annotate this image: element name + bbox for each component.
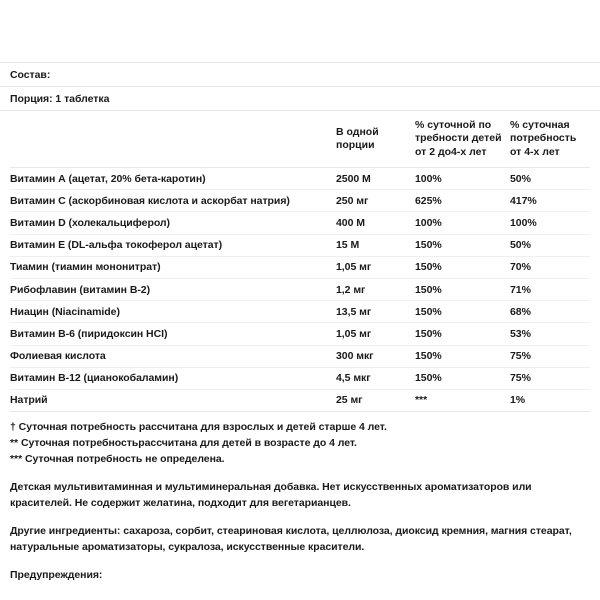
daily-adults-value: 75% — [510, 345, 590, 367]
daily-adults-value: 70% — [510, 256, 590, 278]
daily-children-value: 150% — [415, 345, 510, 367]
daily-children-value: 625% — [415, 190, 510, 212]
daily-children-value: 100% — [415, 212, 510, 234]
nutrient-name: Витамин В-6 (пиридоксин HCI) — [10, 323, 336, 345]
composition-label: Состав: — [10, 68, 51, 81]
per-serving-value: 4,5 мкг — [336, 367, 415, 389]
footnote-line-3: *** Суточная потребность не определена. — [10, 453, 225, 466]
daily-adults-value: 100% — [510, 212, 590, 234]
daily-adults-value: 75% — [510, 367, 590, 389]
table-head — [10, 111, 590, 168]
serving-label-row — [10, 87, 590, 110]
daily-adults-value: 417% — [510, 190, 590, 212]
per-serving-value: 13,5 мг — [336, 301, 415, 323]
table-body — [10, 168, 590, 412]
nutrient-name: Рибофлавин (витамин В-2) — [10, 278, 336, 300]
column-header-per-serving: В одной порции — [336, 111, 415, 168]
per-serving-value: 1,05 мг — [336, 323, 415, 345]
table-row — [10, 212, 590, 234]
table-row — [10, 323, 590, 345]
top-spacer — [10, 0, 590, 62]
per-serving-value: 25 мг — [336, 389, 415, 411]
column-header-nutrient — [10, 111, 336, 168]
table-header-row — [10, 111, 590, 168]
nutrient-name: Ниацин (Niacinamide) — [10, 301, 336, 323]
table-row — [10, 345, 590, 367]
daily-adults-value: 1% — [510, 389, 590, 411]
daily-adults-value: 71% — [510, 278, 590, 300]
nutrient-name: Тиамин (тиамин мононитрат) — [10, 256, 336, 278]
table-row — [10, 168, 590, 190]
table-row — [10, 256, 590, 278]
daily-adults-value: 50% — [510, 168, 590, 190]
daily-adults-value: 68% — [510, 301, 590, 323]
composition-label-row — [10, 63, 590, 86]
nutrient-name: Витамин В-12 (цианокобаламин) — [10, 367, 336, 389]
column-header-daily-adults: % суточная потребность от 4-х лет — [510, 111, 590, 168]
footnote-line-1: † Суточная потребность рассчитана для взрослых и детей старше 4 лет. — [10, 421, 387, 434]
daily-children-value: *** — [415, 389, 510, 411]
per-serving-value: 250 мг — [336, 190, 415, 212]
daily-children-value: 150% — [415, 256, 510, 278]
daily-children-value: 150% — [415, 278, 510, 300]
footnote-line-2: ** Суточная потребностьрассчитана для детей в возрасте до 4 лет. — [10, 437, 357, 450]
nutrient-name: Витамин С (аскорбиновая кислота и аскорбат натрия) — [10, 190, 336, 212]
daily-adults-value: 53% — [510, 323, 590, 345]
daily-children-value: 150% — [415, 323, 510, 345]
per-serving-value: 400 М — [336, 212, 415, 234]
daily-children-value: 150% — [415, 234, 510, 256]
nutrient-name: Витамин D (холекальциферол) — [10, 212, 336, 234]
table-row — [10, 190, 590, 212]
nutrient-name: Витамин Е (DL-альфа токоферол ацетат) — [10, 234, 336, 256]
per-serving-value: 1,05 мг — [336, 256, 415, 278]
product-description-paragraph: Детская мультивитаминная и мультиминеральная добавка. Нет искусственных ароматизаторов или красителей. Не содержит желатина, подходит для вегетарианцев. — [10, 481, 532, 509]
serving-size-label: Порция: 1 таблетка — [10, 92, 110, 105]
table-row — [10, 278, 590, 300]
warnings-label: Предупреждения: — [10, 569, 103, 582]
per-serving-value: 15 М — [336, 234, 415, 256]
daily-adults-value: 50% — [510, 234, 590, 256]
table-row — [10, 301, 590, 323]
other-ingredients-paragraph: Другие ингредиенты: сахароза, сорбит, стеариновая кислота, целлюлоза, диоксид кремния, магния стеарат, натуральные ароматизаторы, сукралоза, искусственные красители. — [10, 525, 572, 553]
supplement-facts-table — [10, 111, 590, 412]
per-serving-value: 300 мкг — [336, 345, 415, 367]
per-serving-value: 1,2 мг — [336, 278, 415, 300]
table-row — [10, 367, 590, 389]
nutrient-name: Натрий — [10, 389, 336, 411]
daily-children-value: 150% — [415, 367, 510, 389]
footnotes-block — [10, 412, 590, 467]
per-serving-value: 2500 М — [336, 168, 415, 190]
nutrient-name: Фолиевая кислота — [10, 345, 336, 367]
nutrient-name: Витамин А (ацетат, 20% бета-каротин) — [10, 168, 336, 190]
table-row — [10, 389, 590, 411]
daily-children-value: 100% — [415, 168, 510, 190]
table-row — [10, 234, 590, 256]
daily-children-value: 150% — [415, 301, 510, 323]
column-header-daily-children: % суточной по требности детей от 2 до4-х лет — [415, 111, 510, 168]
